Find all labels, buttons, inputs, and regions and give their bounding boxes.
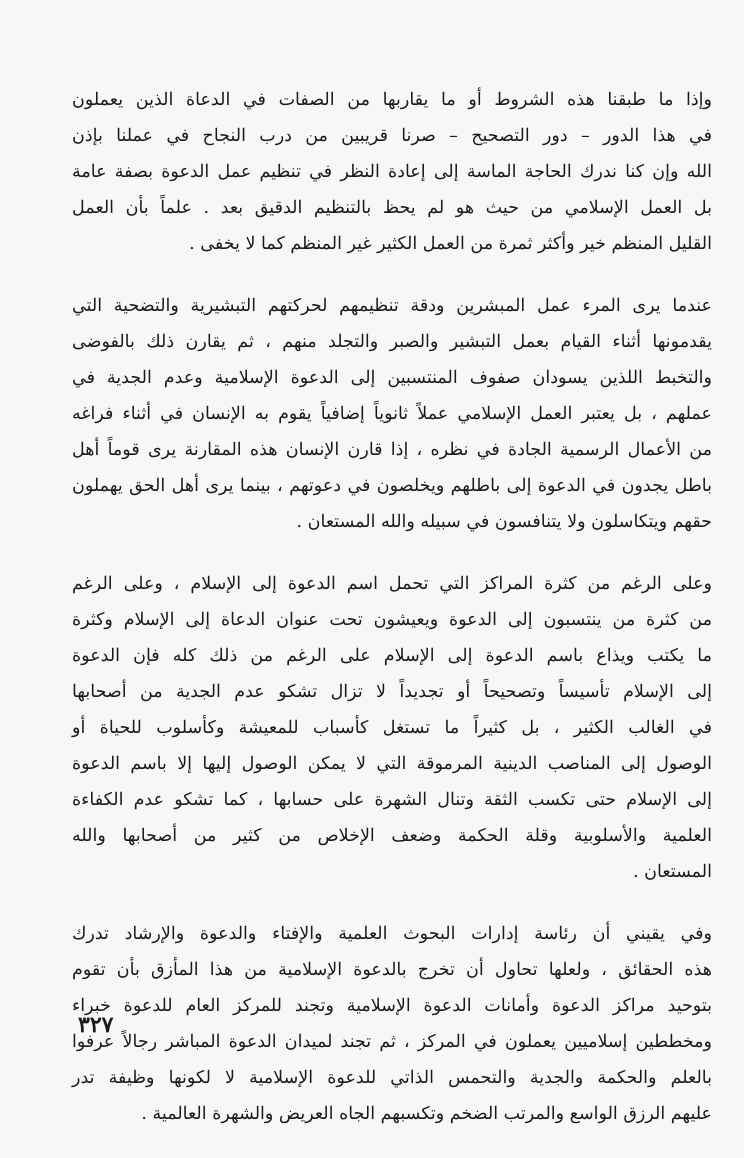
text-line: القليل المنظم خير وأكثر ثمرة من العمل الكثير غير المنظم كما لا يخفى . — [189, 234, 712, 254]
text-line: بل العمل الإسلامي من حيث هو لم يحظ بالتنظيم الدقيق بعد . علماً بأن العمل — [72, 198, 712, 218]
text-line: عليهم الرزق الواسع والمرتب الضخم وتكسبهم الجاه العريض والشهرة العالمية . — [141, 1104, 712, 1124]
paragraph-2 — [72, 288, 712, 540]
text-line: ومخططين إسلاميين يعملون في المركز ، ثم تجند لميدان الدعوة المباشر رجالاً عرفوا — [72, 1032, 712, 1052]
text-line: إلى الإسلام حتى تكسب الثقة وتنال الشهرة على حسابها ، كما تشكو عدم الكفاءة — [72, 790, 712, 810]
text-line: بالعلم والحكمة والجدية والتحمس الذاتي للدعوة الإسلامية لا لكونها وظيفة تدر — [72, 1068, 712, 1088]
text-line: وإذا ما طبقنا هذه الشروط أو ما يقاربها من الصفات في الدعاة الذين يعملون — [72, 90, 712, 110]
text-line: والتخبط اللذين يسودان صفوف المنتسبين إلى الدعوة الإسلامية وعدم الجدية في — [72, 368, 712, 388]
text-line: العلمية والأسلوبية وقلة الحكمة وضعف الإخلاص من كثير من أصحابها والله — [72, 826, 712, 846]
text-line: من الأعمال الرسمية الجادة في نظره ، إذا قارن الإنسان هذه المقارنة يرى قوماً أهل — [72, 440, 712, 460]
page-body — [72, 82, 712, 1158]
text-line: حقهم ويتكاسلون ولا يتنافسون في سبيله والله المستعان . — [296, 512, 712, 532]
text-line: المستعان . — [633, 862, 712, 882]
page-number: ٣٢٧ — [78, 1012, 114, 1038]
paragraph-3 — [72, 566, 712, 890]
text-line: بتوحيد مراكز الدعوة وأمانات الدعوة الإسلامية وتجند للمركز العام للدعوة خبراء — [72, 996, 712, 1016]
text-line: وعلى الرغم من كثرة المراكز التي تحمل اسم الدعوة إلى الإسلام ، وعلى الرغم — [72, 574, 712, 594]
text-line: عملهم ، بل يعتبر العمل الإسلامي عملاً ثانوياً إضافياً يقوم به الإنسان في أثناء فراغه — [72, 404, 712, 424]
paragraph-1 — [72, 82, 712, 262]
text-line: في الغالب الكثير ، بل كثيراً ما تستغل كأسباب للمعيشة وكأسلوب للحياة أو — [72, 718, 712, 738]
text-line: باطل يجدون في الدعوة إلى باطلهم ويخلصون في دعوتهم ، بينما يرى أهل الحق يهملون — [72, 476, 712, 496]
paragraph-4 — [72, 916, 712, 1132]
text-line: ما يكتب ويذاع باسم الدعوة إلى الإسلام على الرغم من ذلك كله فإن الدعوة — [72, 646, 712, 666]
text-line: الله وإن كنا ندرك الحاجة الماسة إلى إعادة النظر في تنظيم عمل الدعوة بصفة عامة — [72, 162, 712, 182]
text-line: إلى الإسلام تأسيساً وتصحيحاً أو تجديداً لا تزال تشكو عدم الجدية من أصحابها — [72, 682, 712, 702]
text-line: يقدمونها أثناء القيام بعمل التبشير والصبر والتجلد منهم ، ثم يقارن ذلك بالفوضى — [72, 332, 712, 352]
text-line: الوصول إلى المناصب الدينية المرموقة التي لا يمكن الوصول إليها إلا باسم الدعوة — [72, 754, 712, 774]
text-line: عندما يرى المرء عمل المبشرين ودقة تنظيمهم لحركتهم التبشيرية والتضحية التي — [72, 296, 712, 316]
text-line: في هذا الدور – دور التصحيح – صرنا قريبين من درب النجاح في عملنا بإذن — [72, 126, 712, 146]
text-line: وفي يقيني أن رئاسة إدارات البحوث العلمية والإفتاء والدعوة والإرشاد تدرك — [72, 924, 712, 944]
text-line: من كثرة من ينتسبون إلى الدعوة ويعيشون تحت عنوان الدعاة إلى الإسلام وكثرة — [72, 610, 712, 630]
text-line: هذه الحقائق ، ولعلها تحاول أن تخرج بالدعوة الإسلامية من هذا المأزق بأن تقوم — [72, 960, 712, 980]
